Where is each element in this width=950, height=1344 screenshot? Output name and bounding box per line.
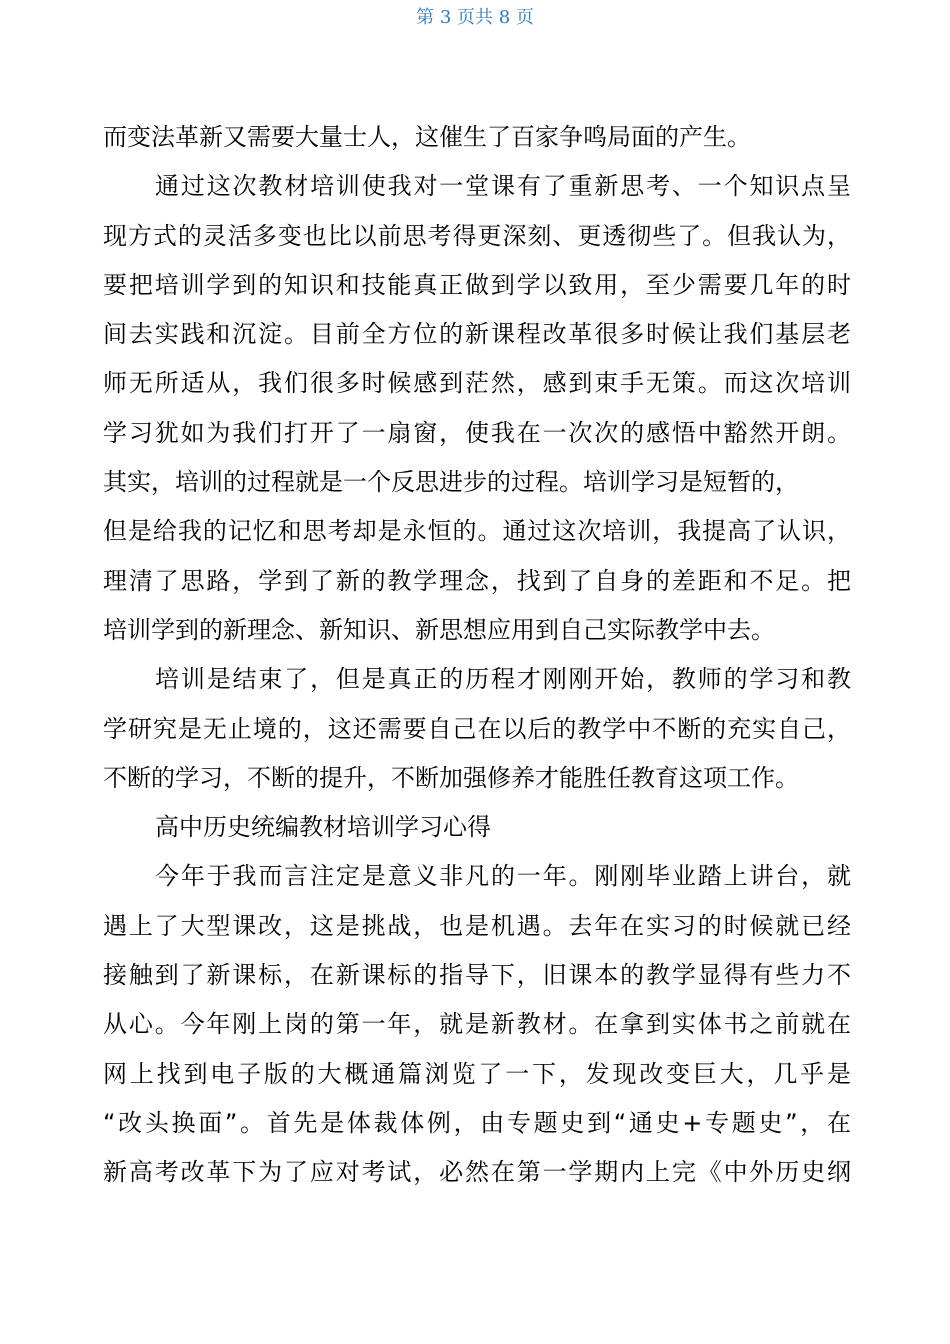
text-line: 间去实践和沉淀。目前全方位的新课程改革很多时候让我们基层老 (103, 320, 851, 349)
page-number-header: 第 3 页共 8 页 (416, 7, 534, 28)
text-line: 培训是结束了，但是真正的历程才刚刚开始，教师的学习和教 (155, 665, 851, 694)
text-line: 接触到了新课标，在新课标的指导下，旧课本的教学显得有些力不 (103, 961, 851, 990)
text-line: 通过这次教材培训使我对一堂课有了重新思考、一个知识点呈 (155, 172, 851, 201)
text-line: “改头换面”。首先是体裁体例，由专题史到“通史+专题史”，在 (103, 1108, 851, 1137)
text-line: 新高考改革下为了应对考试，必然在第一学期内上完《中外历史纲 (103, 1158, 851, 1187)
text-line: 而变法革新又需要大量士人，这催生了百家争鸣局面的产生。 (103, 123, 751, 151)
text-line: 师无所适从，我们很多时候感到茫然，感到束手无策。而这次培训 (103, 369, 851, 398)
text-line: 其实，培训的过程就是一个反思进步的过程。培训学习是短暂的， (103, 468, 799, 497)
text-line: 培训学到的新理念、新知识、新思想应用到自己实际教学中去。 (103, 615, 775, 644)
text-line: 要把培训学到的知识和技能真正做到学以致用，至少需要几年的时 (103, 270, 851, 299)
text-line: 学习犹如为我们打开了一扇窗，使我在一次次的感悟中豁然开朗。 (103, 418, 851, 447)
text-line: 今年于我而言注定是意义非凡的一年。刚刚毕业踏上讲台，就 (155, 862, 851, 891)
text-line: 学研究是无止境的，这还需要自己在以后的教学中不断的充实自己， (103, 714, 851, 743)
text-line: 网上找到电子版的大概通篇浏览了一下，发现改变巨大，几乎是 (103, 1059, 851, 1088)
text-line: 现方式的灵活多变也比以前思考得更深刻、更透彻些了。但我认为， (103, 221, 851, 250)
document-body (103, 113, 851, 1198)
text-line: 高中历史统编教材培训学习心得 (155, 813, 491, 842)
text-line: 不断的学习，不断的提升，不断加强修养才能胜任教育这项工作。 (103, 763, 799, 792)
text-line: 但是给我的记忆和思考却是永恒的。通过这次培训，我提高了认识， (103, 517, 851, 546)
text-line: 从心。今年刚上岗的第一年，就是新教材。在拿到实体书之前就在 (103, 1010, 851, 1039)
text-line: 遇上了大型课改，这是挑战，也是机遇。去年在实习的时候就已经 (103, 911, 851, 940)
text-line: 理清了思路，学到了新的教学理念，找到了自身的差距和不足。把 (103, 566, 851, 595)
